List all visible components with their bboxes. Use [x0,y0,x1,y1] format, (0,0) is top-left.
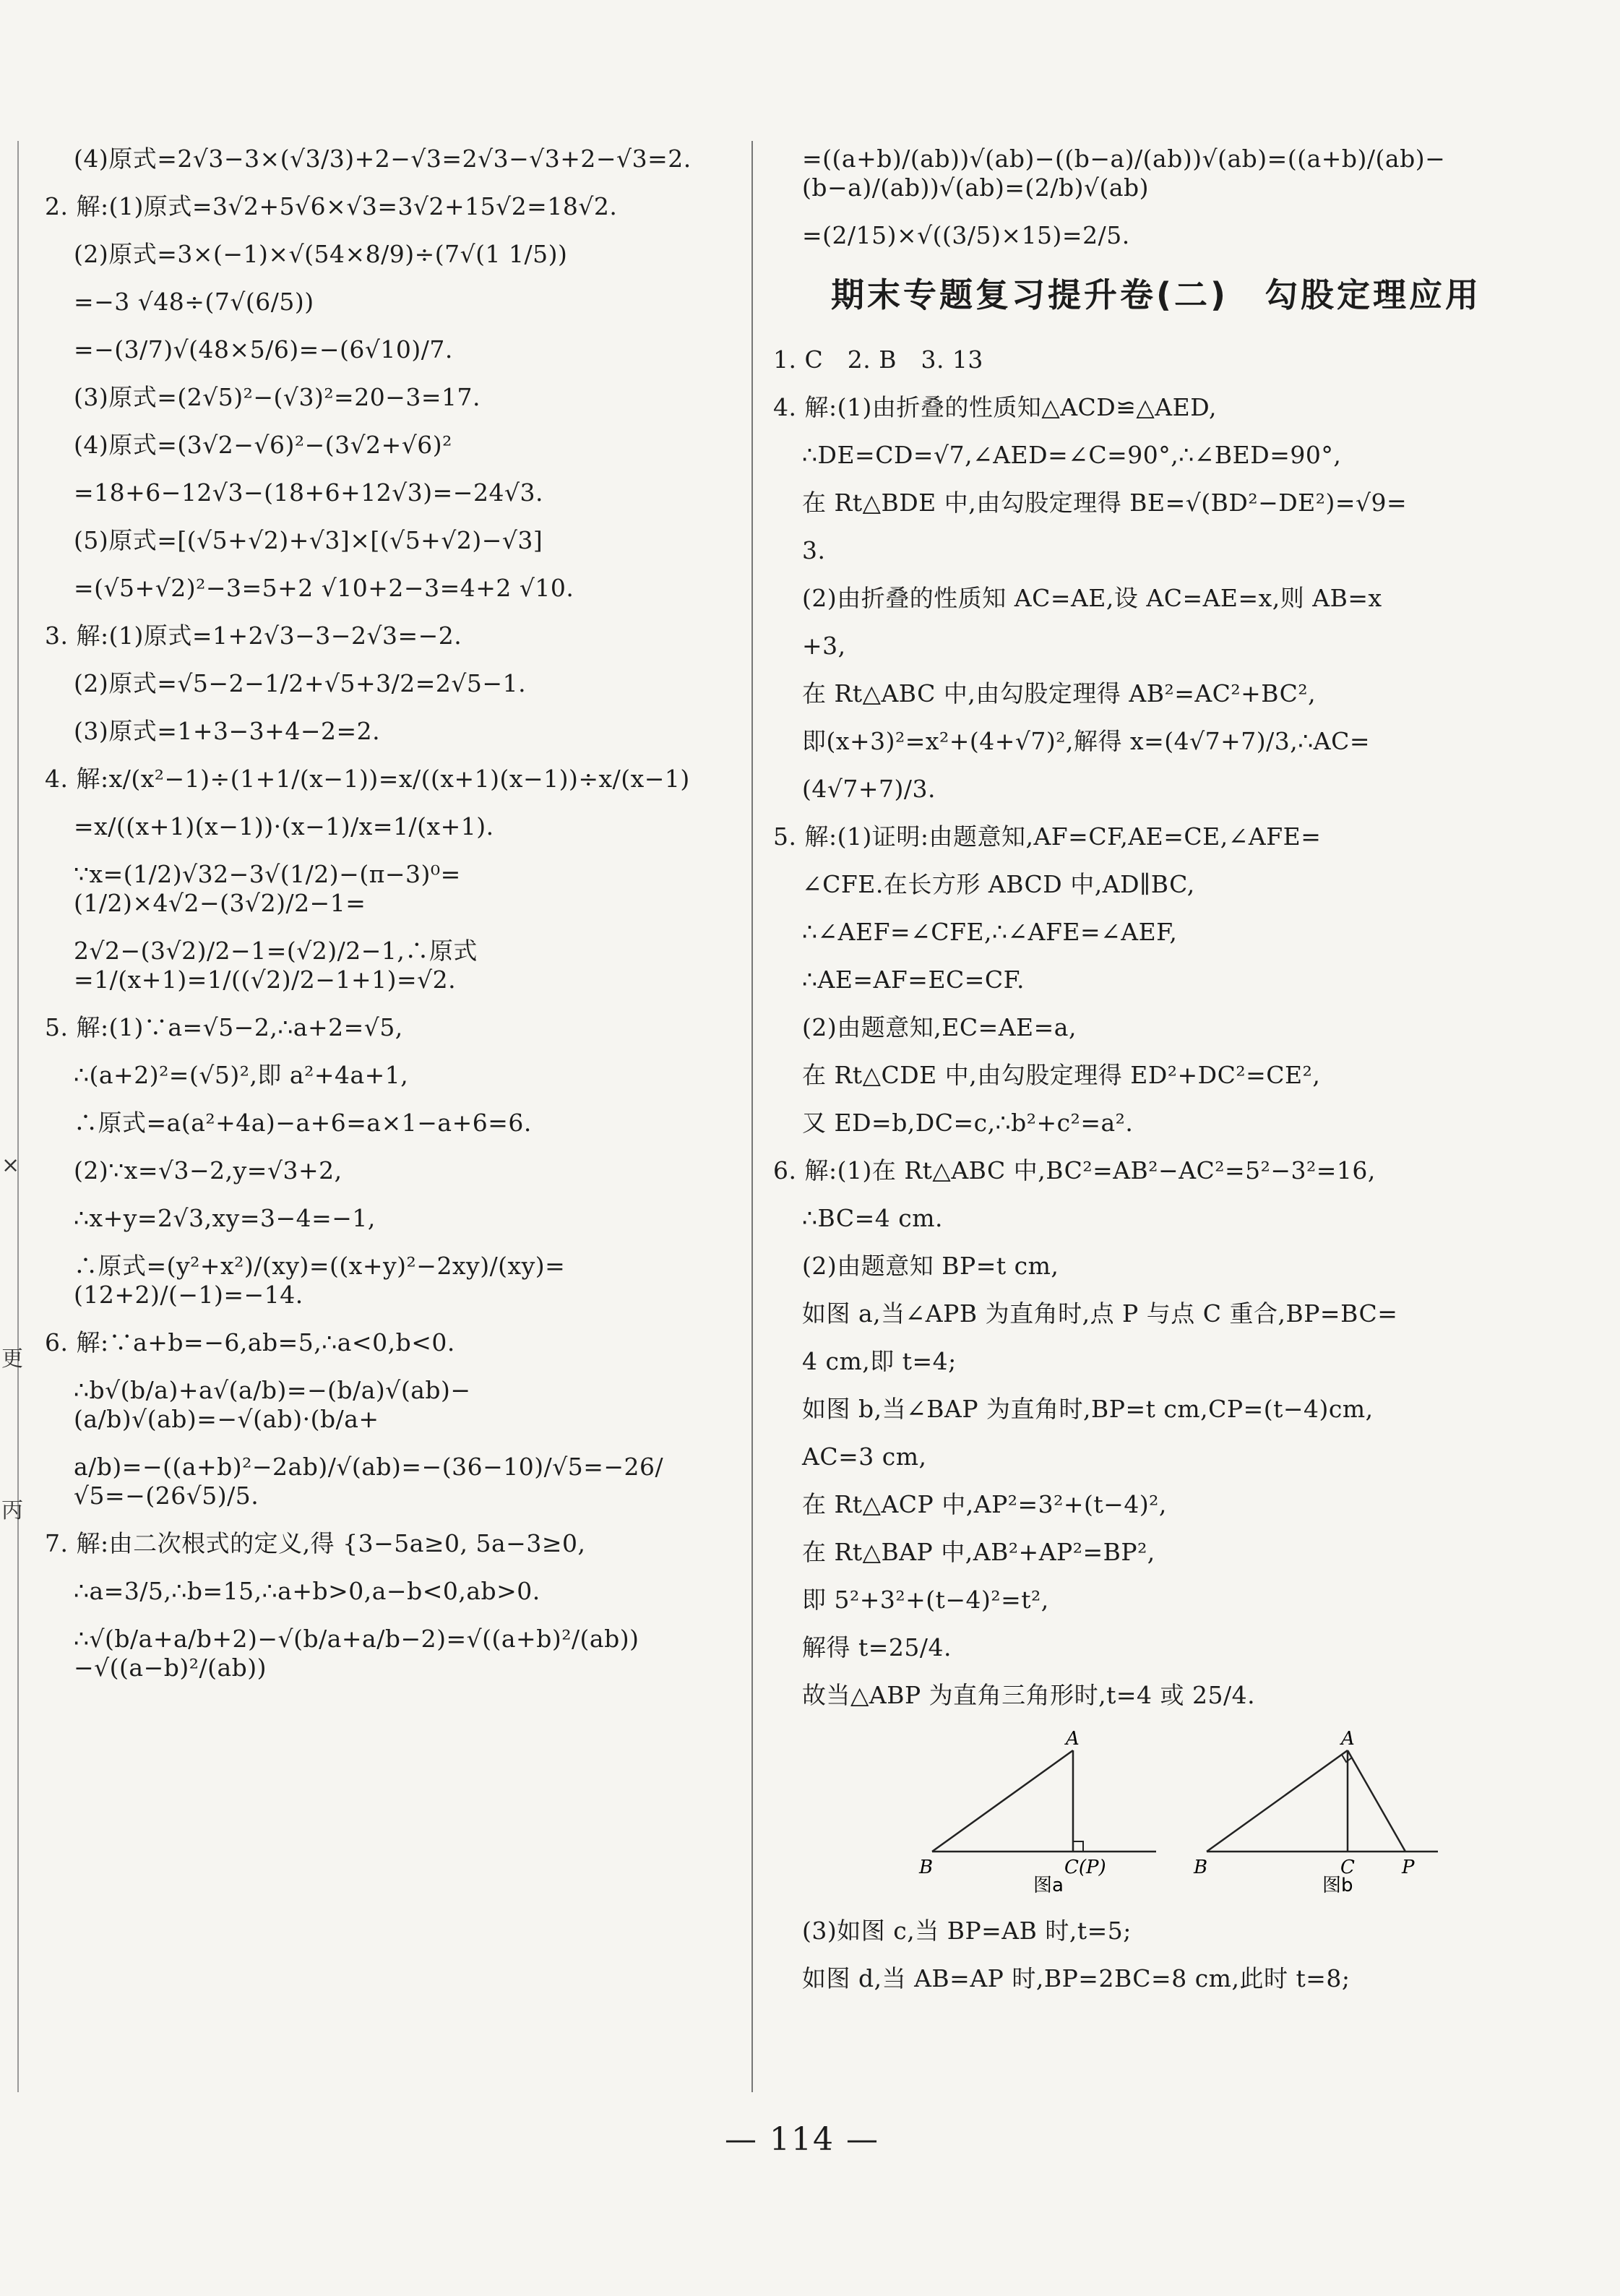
answer-line: a/b)=−((a+b)²−2ab)/√(ab)=−(36−10)/√5=−26/√5=−(26√5)/5. [74,1453,664,1510]
answer-line: 在 Rt△CDE 中,由勾股定理得 ED²+DC²=CE², [802,1061,1321,1089]
answer-line: (2)由折叠的性质知 AC=AE,设 AC=AE=x,则 AB=x [802,584,1382,612]
column-divider [751,141,753,2092]
answer-line: =(√5+√2)²−3=5+2 √10+2−3=4+2 √10. [74,574,574,602]
answer-line: (5)原式=[(√5+√2)+√3]×[(√5+√2)−√3] [74,526,543,554]
answer-line: =18+6−12√3−(18+6+12√3)=−24√3. [74,478,543,507]
answer-line: ∴∠AEF=∠CFE,∴∠AFE=∠AEF, [802,918,1178,946]
answer-line: 在 Rt△ABC 中,由勾股定理得 AB²=AC²+BC², [802,679,1317,708]
answer-line: ∴(a+2)²=(√5)²,即 a²+4a+1, [74,1061,409,1089]
answer-line: (4√7+7)/3. [802,775,936,803]
answer-line: AC=3 cm, [802,1442,927,1471]
right-column-continuation [773,145,1539,250]
answer-line: (4)原式=(3√2−√6)²−(3√2+√6)² [74,431,452,459]
answer-line: 解得 t=25/4. [802,1633,952,1661]
fig-b-label-A: A [1341,1729,1355,1750]
answer-line: 1. C 2. B 3. 13 [773,345,983,374]
answer-line: 故当△ABP 为直角三角形时,t=4 或 25/4. [802,1681,1256,1709]
answer-line: (2)原式=√5−2−1/2+√5+3/2=2√5−1. [74,669,527,697]
answer-line: 在 Rt△BAP 中,AB²+AP²=BP², [802,1538,1155,1566]
answer-line: (3)原式=1+3−3+4−2=2. [74,717,381,745]
answer-line: 在 Rt△BDE 中,由勾股定理得 BE=√(BD²−DE²)=√9= [802,489,1408,517]
answer-line: (2)原式=3×(−1)×√(54×8/9)÷(7√(1 1/5)) [74,240,568,268]
answer-line: ∵x=(1/2)√32−3√(1/2)−(π−3)⁰=(1/2)×4√2−(3√2)/2−1= [74,860,461,917]
answer-line: =x/((x+1)(x−1))·(x−1)/x=1/(x+1). [74,812,494,840]
answer-line: 2. 解:(1)原式=3√2+5√6×√3=3√2+15√2=18√2. [45,192,618,220]
answer-line: 5. 解:(1)证明:由题意知,AF=CF,AE=CE,∠AFE= [773,822,1322,851]
answer-line: 4. 解:x/(x²−1)÷(1+1/(x−1))=x/((x+1)(x−1))÷x/(x−1) [45,765,690,793]
answer-line: 7. 解:由二次根式的定义,得 {3−5a≥0, 5a−3≥0, [45,1529,586,1557]
answer-line: ∴原式=(y²+x²)/(xy)=((x+y)²−2xy)/(xy)=(12+2)/(−1)=−14. [74,1252,566,1309]
fig-b-label-P: P [1402,1857,1415,1878]
answer-line: 2√2−(3√2)/2−1=(√2)/2−1,∴原式=1/(x+1)=1/((√2)/2−1+1)=√2. [74,937,478,994]
right-column [773,145,1539,2012]
left-column [45,145,738,1701]
answer-line: ∠CFE.在长方形 ABCD 中,AD∥BC, [802,870,1195,898]
fig-a-hypotenuse [932,1750,1073,1852]
answer-line: ∴AE=AF=EC=CF. [802,966,1025,994]
answer-line: =−(3/7)√(48×5/6)=−(6√10)/7. [74,335,453,364]
answer-line: 如图 a,当∠APB 为直角时,点 P 与点 C 重合,BP=BC= [802,1299,1398,1328]
answer-line: ∴b√(b/a)+a√(a/b)=−(b/a)√(ab)−(a/b)√(ab)=−√(ab)·(b/a+ [74,1376,471,1433]
answer-line: (3)原式=(2√5)²−(√3)²=20−3=17. [74,383,481,411]
left-margin-rule [17,141,19,2092]
fig-a-label-A: A [1066,1729,1080,1750]
answer-line: +3, [802,632,846,660]
answer-line: 3. [802,536,826,564]
answer-line: (4)原式=2√3−3×(√3/3)+2−√3=2√3−√3+2−√3=2. [74,145,691,173]
answer-line: 6. 解:∵a+b=−6,ab=5,∴a<0,b<0. [45,1328,455,1356]
margin-char: 更 [1,1346,23,1372]
answer-line: 即(x+3)²=x²+(4+√7)²,解得 x=(4√7+7)/3,∴AC= [802,727,1371,755]
fig-b-side-AB [1207,1750,1348,1852]
answer-line: ∴BC=4 cm. [802,1204,944,1232]
fig-b-side-AP [1348,1750,1405,1852]
triangle-figures [918,1729,1568,1895]
right-column-after-figures [773,1917,1539,1993]
answer-line: 在 Rt△ACP 中,AP²=3²+(t−4)², [802,1490,1167,1518]
margin-char: 丙 [1,1498,23,1523]
answer-line: 如图 d,当 AB=AP 时,BP=2BC=8 cm,此时 t=8; [802,1964,1350,1992]
answer-line: =−3 √48÷(7√(6/5)) [74,288,314,316]
answer-line: 即 5²+3²+(t−4)²=t², [802,1586,1049,1614]
answer-line: (3)如图 c,当 BP=AB 时,t=5; [802,1917,1132,1945]
answer-line: ∴√(b/a+a/b+2)−√(b/a+a/b−2)=√((a+b)²/(ab))−√((a−b)²/(ab)) [74,1625,639,1682]
fig-a-right-angle-mark [1073,1841,1083,1852]
answer-line: 4. 解:(1)由折叠的性质知△ACD≌△AED, [773,393,1217,421]
answer-line: 4 cm,即 t=4; [802,1347,957,1375]
fig-b-caption: 图b [1322,1875,1353,1895]
answer-line: 3. 解:(1)原式=1+2√3−3−2√3=−2. [45,622,462,650]
section-title: 期末专题复习提升卷(二) 勾股定理应用 [830,275,1482,314]
figure-a [918,1729,1156,1895]
fig-a-caption: 图a [1033,1875,1064,1895]
answer-line: (2)∵x=√3−2,y=√3+2, [74,1156,342,1184]
answer-line: 6. 解:(1)在 Rt△ABC 中,BC²=AB²−AC²=5²−3²=16, [773,1156,1376,1184]
answer-line: ∴原式=a(a²+4a)−a+6=a×1−a+6=6. [74,1109,532,1137]
fig-b-label-B: B [1194,1857,1208,1878]
fig-a-label-B: B [919,1857,934,1878]
answer-line: ∴x+y=2√3,xy=3−4=−1, [74,1204,376,1232]
answer-line: ∴a=3/5,∴b=15,∴a+b>0,a−b<0,ab>0. [74,1577,540,1605]
page-number: — 114 — [725,2121,879,2158]
margin-char: × [1,1153,20,1178]
answer-line: 又 ED=b,DC=c,∴b²+c²=a². [802,1109,1134,1137]
right-column-answers [773,345,1539,1710]
answer-line: =(2/15)×√((3/5)×15)=2/5. [802,221,1130,249]
answer-line: 如图 b,当∠BAP 为直角时,BP=t cm,CP=(t−4)cm, [802,1395,1374,1423]
figure-b [1193,1729,1438,1895]
answer-line: (2)由题意知 BP=t cm, [802,1252,1059,1280]
answer-line: =((a+b)/(ab))√(ab)−((b−a)/(ab))√(ab)=((a+b)/(ab)−(b−a)/(ab))√(ab)=(2/b)√(ab) [802,145,1446,202]
figures [918,1729,1568,1895]
fig-a-label-C: C(P) [1064,1857,1106,1878]
answer-line: ∴DE=CD=√7,∠AED=∠C=90°,∴∠BED=90°, [802,441,1342,469]
fig-b-label-C: C [1340,1857,1355,1878]
answer-line: 5. 解:(1)∵a=√5−2,∴a+2=√5, [45,1013,403,1041]
answer-line: (2)由题意知,EC=AE=a, [802,1013,1077,1041]
